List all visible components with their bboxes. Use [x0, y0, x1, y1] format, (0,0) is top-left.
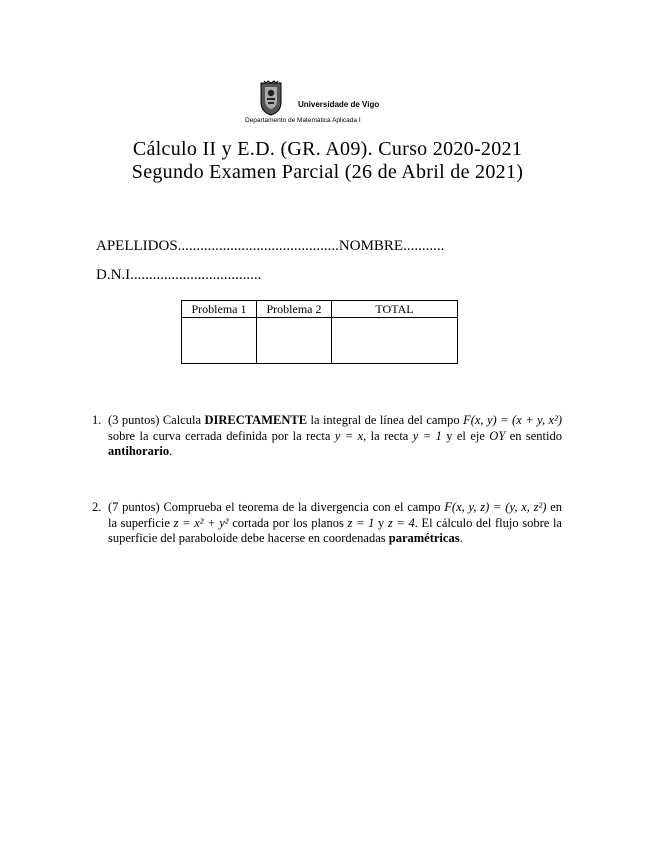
- problem-2: [92, 500, 562, 547]
- problem-text: .: [169, 444, 173, 458]
- math-expression: z = x² + y²: [173, 515, 229, 530]
- math-expression: y = 1: [412, 428, 442, 443]
- grades-table: [181, 300, 458, 364]
- problem-text: la integral de línea del campo: [310, 413, 460, 427]
- problem-statement: [108, 413, 562, 460]
- exam-title-line-1: Cálculo II y E.D. (GR. A09). Curso 2020-2021: [132, 138, 523, 160]
- problem-number: 2.: [92, 500, 102, 514]
- university-logo: [245, 80, 408, 130]
- problem-text: cortada por los planos: [232, 515, 344, 530]
- problem-1: [92, 413, 562, 460]
- problem-statement: [108, 500, 562, 547]
- problem-emphasis: paramétricas: [388, 531, 460, 545]
- math-expression: y = x: [334, 428, 364, 443]
- problem-text: y: [378, 515, 385, 530]
- apellidos-blank[interactable]: ...........................................: [177, 238, 339, 254]
- problem-text: Comprueba el teorema de la divergencia con el campo: [163, 500, 441, 514]
- problem-text: y el eje: [446, 428, 485, 443]
- problem-text: , la recta: [363, 428, 409, 443]
- math-expression: OY: [489, 428, 506, 443]
- grades-header-problema-1: Problema 1: [182, 301, 257, 318]
- department-name: Departamento de Matemática Aplicada I: [245, 117, 361, 124]
- problem-text: . El cálculo del flujo sobre la superficie del paraboloide debe hacerse en coordenadas: [108, 515, 562, 545]
- nombre-label: NOMBRE: [338, 238, 404, 254]
- university-name: Universidade de Vigo: [298, 100, 380, 109]
- grades-header-problema-2: Problema 2: [257, 301, 332, 318]
- problem-text: en sentido: [509, 428, 562, 443]
- math-expression: F(x, y, z) = (y, x, z²): [444, 500, 547, 514]
- name-fields-line: [96, 238, 444, 255]
- problem-emphasis: DIRECTAMENTE: [204, 413, 308, 427]
- dni-label: D.N.I.: [96, 267, 134, 283]
- university-crest-icon: [258, 80, 284, 116]
- problem-text: en la superficie: [108, 500, 563, 530]
- grade-cell-problema-1[interactable]: [182, 318, 257, 364]
- math-expression: F(x, y) = (x + y, x²): [463, 413, 562, 427]
- exam-title-line-2: Segundo Examen Parcial (26 de Abril de 2021): [131, 161, 524, 183]
- math-expression: z = 4: [387, 515, 415, 530]
- problem-points: (3 puntos): [108, 413, 160, 427]
- grades-header-total: TOTAL: [332, 301, 458, 318]
- grade-cell-total[interactable]: [332, 318, 458, 364]
- math-expression: z = 1: [347, 515, 375, 530]
- apellidos-label: APELLIDOS: [96, 238, 178, 254]
- dni-blank[interactable]: ..................................: [133, 267, 262, 283]
- problem-text: .: [459, 531, 463, 545]
- nombre-blank[interactable]: ...........: [403, 238, 445, 254]
- problem-points: (7 puntos): [108, 500, 160, 514]
- problem-text: sobre la curva cerrada definida por la recta: [108, 428, 331, 443]
- dni-field-line: [96, 267, 261, 284]
- problem-text: Calcula: [162, 413, 202, 427]
- grade-cell-problema-2[interactable]: [257, 318, 332, 364]
- problem-emphasis: antihorario: [108, 444, 170, 458]
- problem-number: 1.: [92, 413, 102, 427]
